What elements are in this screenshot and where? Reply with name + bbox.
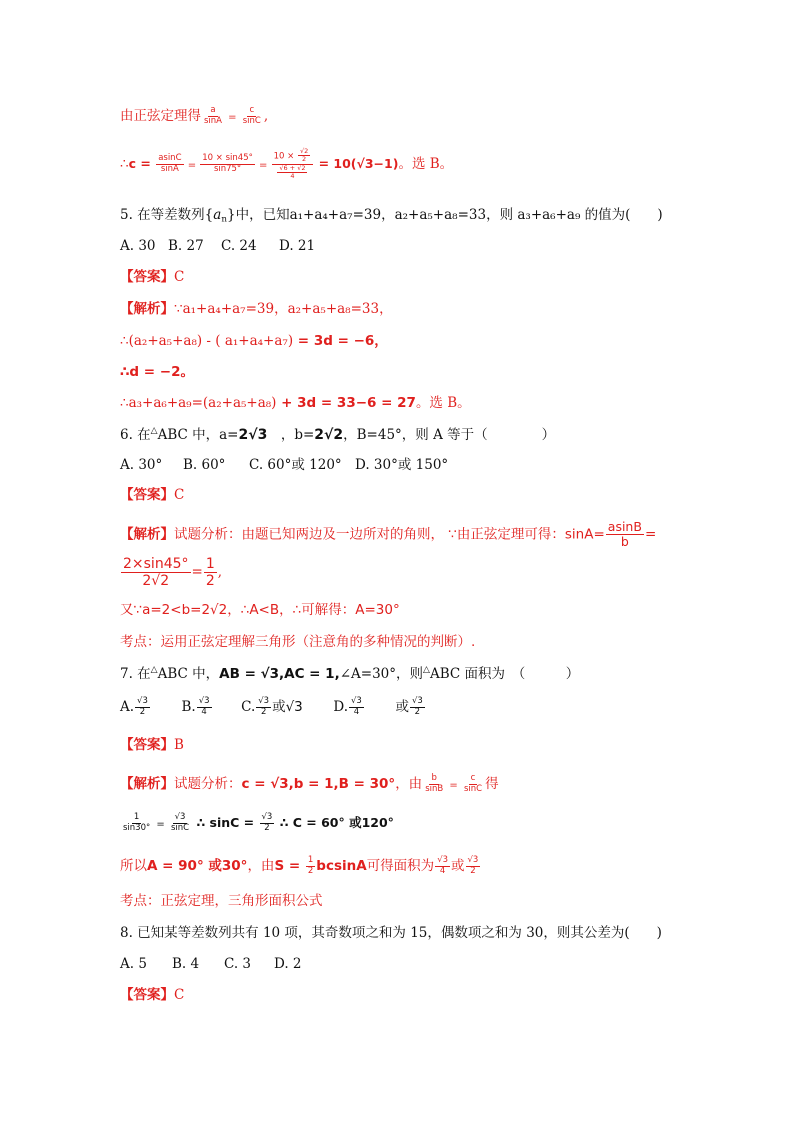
q7-kaodian: 考点：正弦定理，三角形面积公式 bbox=[120, 893, 323, 909]
q5-analysis-line2: ∴(a₂+a₅+a₈) - ( a₁+a₄+a₇) = 3d = −6， bbox=[120, 333, 388, 349]
option-a: A. 30° bbox=[120, 457, 163, 473]
text: , bbox=[263, 107, 269, 124]
option-d: D. 21 bbox=[279, 238, 316, 254]
q5-options bbox=[120, 240, 315, 254]
text: c = bbox=[128, 155, 156, 171]
option-d: D. 2 bbox=[274, 956, 302, 972]
option-c: C. 60°或 120° bbox=[249, 457, 342, 473]
q8-answer: 【答案】C bbox=[120, 987, 185, 1003]
option-b: B. 4 bbox=[172, 956, 200, 972]
q6-analysis-line1: 【解析】试题分析：由题已知两边及一边所对的角则， ∵由正弦定理可得：sinA= $\frac{asinB}{b}$ = bbox=[120, 519, 657, 550]
option-c: C. 24 bbox=[221, 238, 257, 254]
fraction: $\frac{c}{\sin C}$ bbox=[242, 105, 261, 126]
option-b: B. 60° bbox=[183, 457, 226, 473]
option-b: B. 27 bbox=[168, 238, 204, 254]
fraction: $\frac{10 \times \sin 45^\circ}{\sin 75^\circ}$ bbox=[202, 153, 253, 174]
q6-kaodian: 考点：运用正弦定理解三角形（注意角的多种情况的判断）. bbox=[120, 634, 476, 650]
q5-analysis-line3: ∴d = −2。 bbox=[120, 364, 194, 380]
text: = bbox=[225, 111, 240, 123]
fraction: $\frac{asinC}{\sin A}$ bbox=[158, 153, 182, 174]
q5-stem: 5. 在等差数列$\{a_n\}$中，已知a₁+a₄+a₇=39，a₂+a₅+a₈=33，则 a₃+a₆+a₉ 的值为( ) bbox=[120, 207, 663, 225]
q7-analysis-line2: $\frac{1}{\sin 30^\circ}$ = $\frac{√3}{\sin C}$ ∴ sinC = $\frac{√3}{2}$ ∴ C = 60° 或120° bbox=[123, 812, 394, 833]
option-c: C. 3 bbox=[224, 956, 252, 972]
text: 由正弦定理得 bbox=[120, 107, 201, 124]
q6-stem: 6. 在△ABC 中，a=2√3 ，b=2√2，B=45°，则 A 等于（ ） bbox=[120, 426, 556, 443]
q6-options bbox=[120, 459, 448, 473]
q7-answer: 【答案】B bbox=[120, 737, 184, 753]
sine-law-line bbox=[120, 106, 268, 127]
fraction: $\frac{asinB}{b}$ bbox=[607, 519, 642, 550]
q5-answer: 【答案】C bbox=[120, 269, 185, 285]
q5-analysis-line4: ∴a₃+a₆+a₉=(a₂+a₅+a₈) + 3d = 33−6 = 27。选 B。 bbox=[120, 395, 471, 411]
q8-stem: 8. 已知某等差数列共有 10 项，其奇数项之和为 15，偶数项之和为 30，则其公差为( ) bbox=[120, 925, 662, 941]
fraction: $\frac{a}{\sin A}$ bbox=[204, 105, 222, 126]
text: ∴ bbox=[120, 155, 129, 172]
text: 。选 B。 bbox=[398, 155, 454, 172]
q7-analysis-line1: 【解析】试题分析：c = √3,b = 1,B = 30°，由 $\frac{b}{\sin B}$ = $\frac{c}{\sin C}$ 得 bbox=[120, 773, 499, 794]
fraction: $\frac{2\times\sin 45^\circ}{2√2}$ bbox=[123, 556, 189, 590]
option-a: A. 30 bbox=[120, 238, 156, 254]
text: = bbox=[184, 159, 200, 171]
q7-options: A. $\frac{√3}{2}$ B. $\frac{√3}{4}$ C. $\frac{√3}{2}$ 或√3 D. $\frac{√3}{4}$ 或 $\frac{√3}{2}$ bbox=[120, 696, 423, 717]
fraction: $\frac{1}{2}$ bbox=[205, 556, 215, 590]
q6-analysis-line3: 又∵a=2<b=2√2，∴A<B，∴可解得：A=30° bbox=[120, 602, 400, 618]
q8-options bbox=[120, 958, 302, 972]
q6-analysis-line2: $\frac{2\times\sin 45^\circ}{2√2}$ = $\frac{1}{2}$ , bbox=[123, 556, 223, 590]
option-d: D. 30°或 150° bbox=[355, 457, 449, 473]
c-compute-line bbox=[120, 148, 453, 181]
q7-stem: 7. 在△ABC 中，AB = √3,AC = 1,∠A=30°，则△ABC 面积为 （ ） bbox=[120, 665, 580, 682]
text: = bbox=[255, 159, 271, 171]
q6-answer: 【答案】C bbox=[120, 487, 185, 503]
q5-analysis-line1: 【解析】∵a₁+a₄+a₇=39，a₂+a₅+a₈=33， bbox=[120, 301, 393, 317]
option-a: A. 5 bbox=[120, 956, 147, 972]
text: = 10(√3−1) bbox=[314, 155, 399, 171]
q7-analysis-line3: 所以A = 90° 或30°，由S = $\frac{1}{2}$ bcsinA可得面积为 $\frac{√3}{4}$ 或 $\frac{√3}{2}$ bbox=[120, 855, 479, 876]
nested-fraction: 10 × $\frac{√2}{2}$ $\frac{√6 + √2}{4}$ bbox=[272, 148, 314, 181]
